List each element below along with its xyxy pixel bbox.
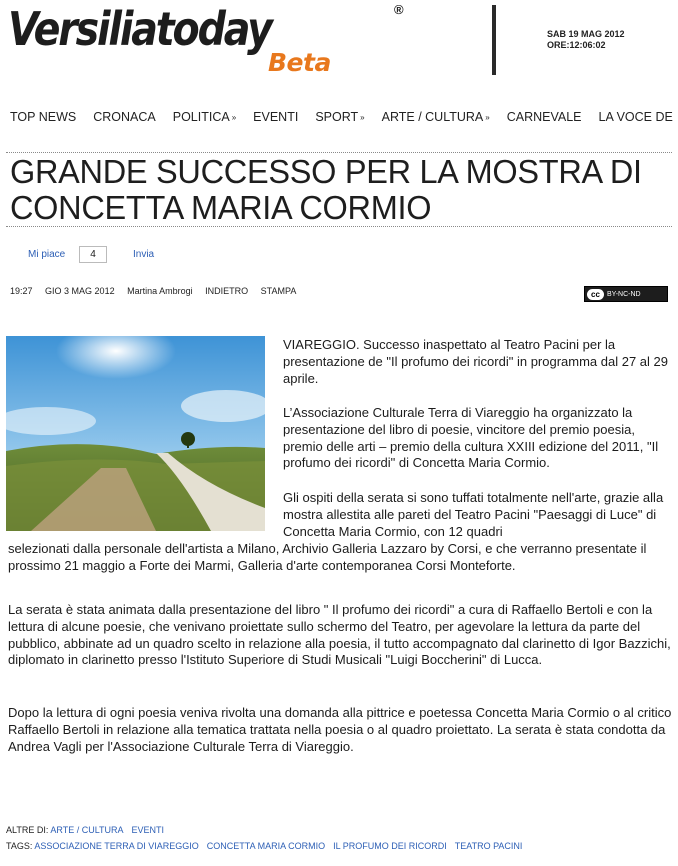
send-button[interactable]: Invia [133,249,155,260]
creative-commons-icon: cc [587,289,604,300]
header-time: ORE:12:06:02 [547,40,606,50]
paragraph-2: L’Associazione Culturale Terra di Viareggio ha organizzato la presentazione del libro di poesie, vincitore del premio poesia, premio delle arti – premio della cultura XXIII edizione del 2011, "Il profumo dei ricordi" di Concetta Maria Cormio. [283,405,659,471]
article-time: 19:27 [10,286,33,296]
print-link[interactable]: STAMPA [260,286,297,296]
nav-item-la-voce-de[interactable] [599,110,673,124]
tags-label: TAGS: [6,841,33,851]
tag-link[interactable]: CONCETTA MARIA CORMIO [206,841,326,851]
title-divider [6,226,672,227]
like-button[interactable]: Mi piace [28,249,66,260]
nav-item-label: POLITICA [172,110,230,124]
article-photo [6,336,265,531]
nav-item-label: EVENTI [253,110,299,124]
paragraph-3-start: Gli ospiti della serata si sono tuffati totalmente nell'arte, grazie alla mostra allestita alle pareti del Teatro Pacini "Paesaggi di Luce" di Concetta Maria Cormio, con 12 quadri [283,490,664,539]
dropdown-arrow-icon: » [485,113,490,122]
nav-item-carnevale[interactable] [507,110,582,124]
related-link[interactable]: ARTE / CULTURA [50,825,124,835]
nav-item-cronaca[interactable] [93,110,156,124]
related-section [6,825,172,835]
dropdown-arrow-icon: » [231,113,237,122]
main-nav [10,110,678,124]
nav-item-label: ARTE / CULTURA [381,110,484,124]
license-badge[interactable] [584,286,668,302]
paragraph-1: VIAREGGIO. Successo inaspettato al Teatro Pacini per la presentazione de "Il profumo dei ricordi" in programma dal 27 al 29 aprile. [283,337,668,386]
nav-item-arte-cultura[interactable] [382,110,490,124]
header-datetime [547,29,625,51]
nav-item-label: LA VOCE DE [598,110,673,124]
nav-item-politica[interactable] [173,110,236,124]
related-label: ALTRE DI: [6,825,49,835]
tag-link[interactable]: ASSOCIAZIONE TERRA DI VIAREGGIO [34,841,199,851]
header-divider [492,5,496,75]
nav-item-sport[interactable] [315,110,364,124]
registered-mark: ® [394,2,404,17]
nav-item-label: TOP NEWS [10,110,77,124]
like-count: 4 [79,246,107,263]
tag-link[interactable]: TEATRO PACINI [454,841,523,851]
tags-section [6,841,530,851]
tag-link[interactable]: IL PROFUMO DEI RICORDI [333,841,447,851]
paragraph-3-end: selezionati dalla personale dell'artista a Milano, Archivio Galleria Lazzaro by Corsi, e che verranno presentate il prossimo 21 maggio a Forte dei Marmi, Galleria d'arte contemporanea Corsi Monteforte. [8,541,647,573]
beta-label: Beta [268,48,331,77]
nav-item-label: CARNEVALE [506,110,582,124]
article-title: GRANDE SUCCESSO PER LA MOSTRA DI CONCETTA MARIA CORMIO [10,153,642,226]
nav-item-label: CRONACA [93,110,156,124]
header-date: SAB 19 MAG 2012 [547,29,625,39]
article-author: Martina Ambrogi [127,286,193,296]
nav-item-eventi[interactable] [253,110,298,124]
site-logo[interactable]: Versiliatoday [8,2,271,56]
dropdown-arrow-icon: » [360,113,365,122]
paragraph-5: Dopo la lettura di ogni poesia veniva rivolta una domanda alla pittrice e poetessa Concetta Maria Cormio o al critico Raffaello Bertoli in relazione alla tematica trattata nella poesia o al quadro proiettato. La serata è stata condotta da Andrea Vagli per l'Associazione Culturale Terra di Viareggio. [8,705,672,754]
nav-item-label: SPORT [315,110,359,124]
license-text: BY-NC-ND [607,290,641,298]
article-meta [10,286,306,296]
related-link[interactable]: EVENTI [131,825,165,835]
article-date: GIO 3 MAG 2012 [45,286,115,296]
back-link[interactable]: INDIETRO [205,286,249,296]
paragraph-4: La serata è stata animata dalla presentazione del libro " Il profumo dei ricordi" a cura di Raffaello Bertoli e con la lettura di alcune poesie, che venivano proiettate sullo schermo del Teatro, per agevolare la lettura da parte del pubblico, abbinate ad un quadro scelto in relazione alla poesia, il tutto accompagnato dal clarinetto di Igor Bazzichi, diplomato in clarinetto presso l'Istituto Superiore di Studi Musicali "Luigi Boccherini" di Lucca. [8,602,671,668]
nav-item-top-news[interactable] [10,110,76,124]
